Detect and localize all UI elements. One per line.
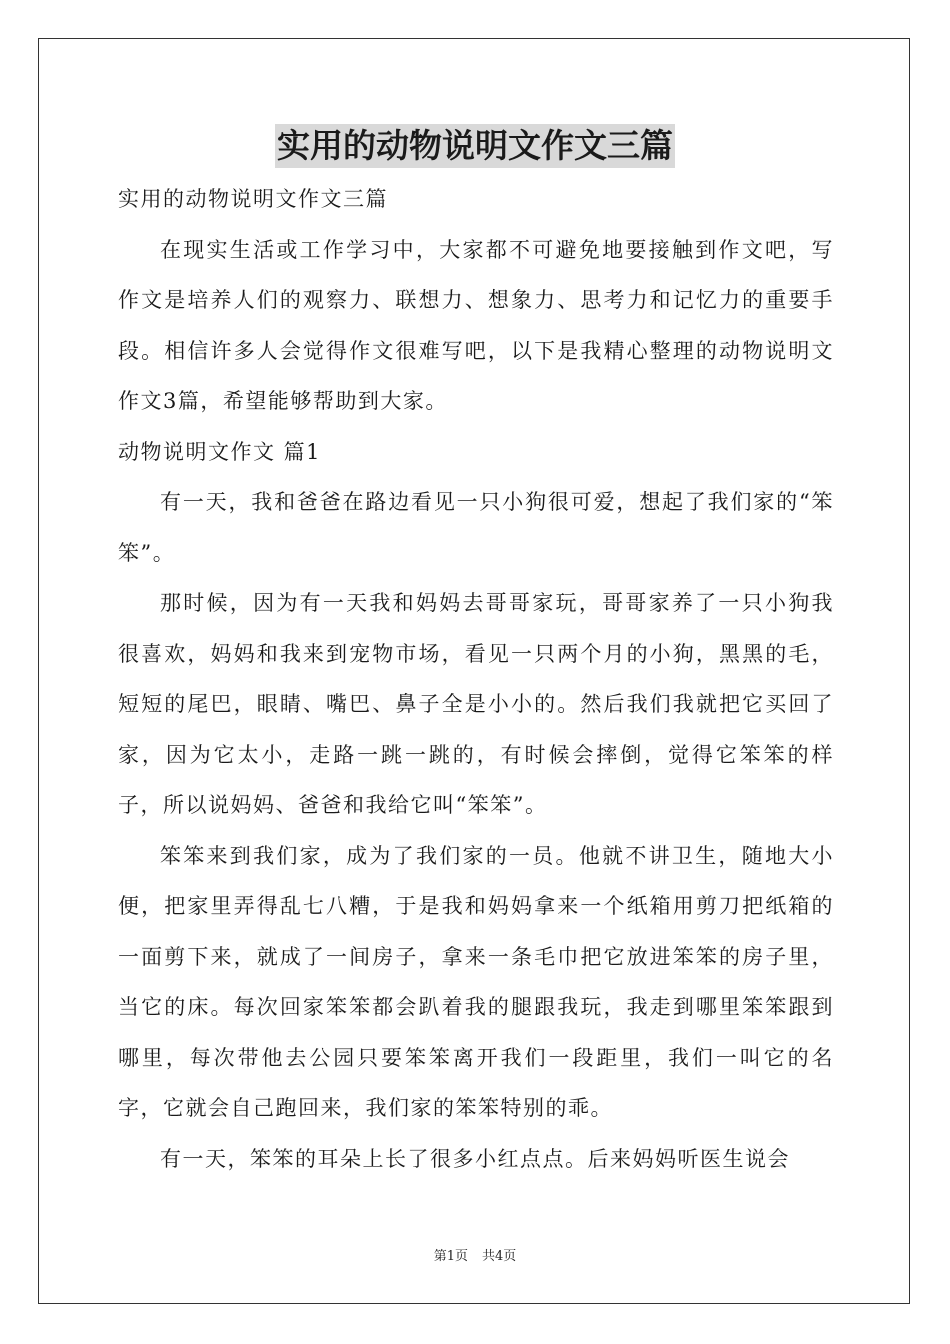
- paragraph: 笨笨来到我们家，成为了我们家的一员。他就不讲卫生，随地大小便，把家里弄得乱七八糟，于是我和妈妈拿来一个纸箱用剪刀把纸箱的一面剪下来，就成了一间房子，拿来一条毛巾把它放进笨笨的房子里，当它的床。每次回家笨笨都会趴着我的腿跟我玩，我走到哪里笨笨跟到哪里，每次带他去公园只要笨笨离开我们一段距里，我们一叫它的名字，它就会自己跑回来，我们家的笨笨特别的乖。: [118, 843, 834, 1120]
- document-title: 实用的动物说明文作文三篇: [275, 124, 675, 168]
- page-number: 第1页: [433, 1249, 468, 1264]
- title-container: [0, 124, 950, 168]
- paragraph-subtitle: 实用的动物说明文作文三篇: [118, 187, 388, 211]
- paragraph: 那时候，因为有一天我和妈妈去哥哥家玩，哥哥家养了一只小狗我很喜欢，妈妈和我来到宠物市场，看见一只两个月的小狗，黑黑的毛，短短的尾巴，眼睛、嘴巴、鼻子全是小小的。然后我们我就把它买回了家，因为它太小，走路一跳一跳的，有时候会摔倒，觉得它笨笨的样子，所以说妈妈、爸爸和我给它叫“笨笨”。: [118, 591, 834, 817]
- section-heading: 动物说明文作文 篇1: [118, 439, 322, 464]
- page-footer: [0, 1248, 950, 1266]
- document-body: [118, 174, 834, 1184]
- paragraph: 有一天，笨笨的耳朵上长了很多小红点点。后来妈妈听医生说会: [160, 1146, 790, 1171]
- page-total: 共4页: [482, 1249, 517, 1264]
- paragraph-intro: 在现实生活或工作学习中，大家都不可避免地要接触到作文吧，写作文是培养人们的观察力、联想力、想象力、思考力和记忆力的重要手段。相信许多人会觉得作文很难写吧，以下是我精心整理的动物说明文作文3篇，希望能够帮助到大家。: [118, 237, 834, 413]
- paragraph: 有一天，我和爸爸在路边看见一只小狗很可爱，想起了我们家的“笨笨”。: [118, 490, 834, 565]
